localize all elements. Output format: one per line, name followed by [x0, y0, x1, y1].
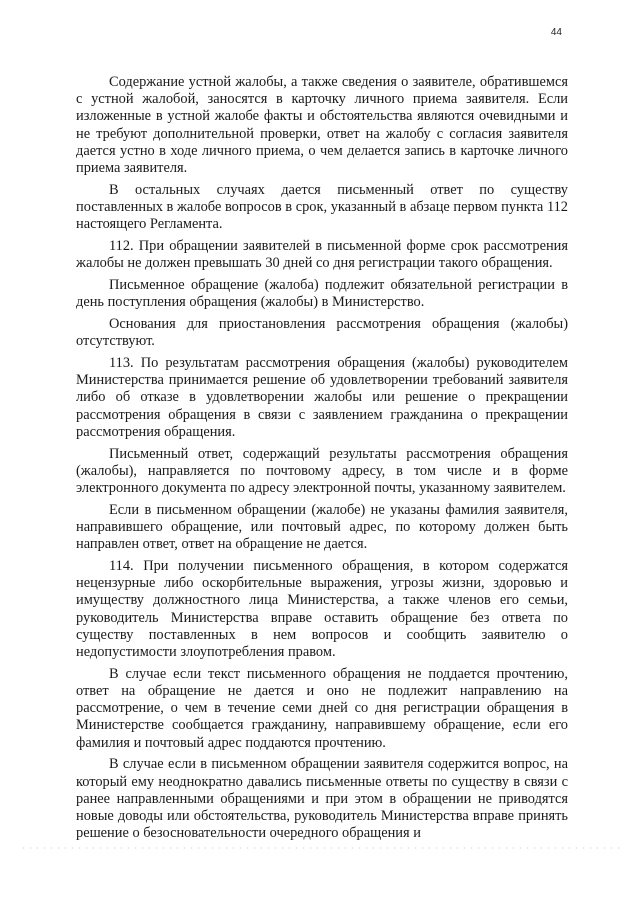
paragraph: 113. По результатам рассмотрения обращения (жалобы) руководителем Министерства принимается решение об удовлетворении требований заявителя либо об отказе в удовлетворении жалобы или решение о прекращении рассмотрения обращения в связи с заявлением гражданина о прекращении рассмотрения обращения. [76, 355, 568, 440]
paragraph: 114. При получении письменного обращения, в котором содержатся нецензурные либо оскорбительные выражения, угрозы жизни, здоровью и имуществу должностного лица Министерства, а также членов его семьи, руководитель Министерства вправе оставить обращение без ответа по существу поставленных в нем вопросов и сообщить заявителю о недопустимости злоупотребления правом. [76, 558, 568, 661]
paragraph: Письменный ответ, содержащий результаты рассмотрения обращения (жалобы), направляется по почтовому адресу, в том числе и в форме электронного документа по адресу электронной почты, указанному заявителем. [76, 445, 568, 497]
paragraph: В случае если в письменном обращении заявителя содержится вопрос, на который ему неоднократно давались письменные ответы по существу в связи с ранее направленными обращениями и при этом в обращении не приводятся новые доводы или обстоятельства, руководитель Министерства вправе принять решение о безосновательности очередного обращения и [76, 756, 568, 842]
scan-artifact-dots [20, 846, 620, 850]
paragraph: 112. При обращении заявителей в письменной форме срок рассмотрения жалобы не должен превышать 30 дней со дня регистрации такого обращения. [76, 238, 568, 272]
document-body [76, 74, 568, 847]
paragraph: Основания для приостановления рассмотрения обращения (жалобы) отсутствуют. [76, 316, 568, 350]
paragraph: Письменное обращение (жалоба) подлежит обязательной регистрации в день поступления обращения (жалобы) в Министерство. [76, 277, 568, 311]
paragraph: Содержание устной жалобы, а также сведения о заявителе, обратившемся с устной жалобой, заносятся в карточку личного приема заявителя. Если изложенные в устной жалобе факты и обстоятельства являются очевидными и не требуют дополнительной проверки, ответ на жалобу с согласия заявителя дается устно в ходе личного приема, о чем делается запись в карточке личного приема заявителя. [76, 74, 568, 177]
paragraph: В случае если текст письменного обращения не поддается прочтению, ответ на обращение не дается и оно не подлежит направлению на рассмотрение, о чем в течение семи дней со дня регистрации обращения в Министерстве сообщается гражданину, направившему обращение, если его фамилия и почтовый адрес поддаются прочтению. [76, 665, 568, 751]
page-number: 44 [550, 27, 562, 38]
paragraph: Если в письменном обращении (жалобе) не указаны фамилия заявителя, направившего обращение, или почтовый адрес, по которому должен быть направлен ответ, ответ на обращение не дается. [76, 501, 568, 553]
paragraph: В остальных случаях дается письменный ответ по существу поставленных в жалобе вопросов в срок, указанный в абзаце первом пункта 112 настоящего Регламента. [76, 181, 568, 233]
